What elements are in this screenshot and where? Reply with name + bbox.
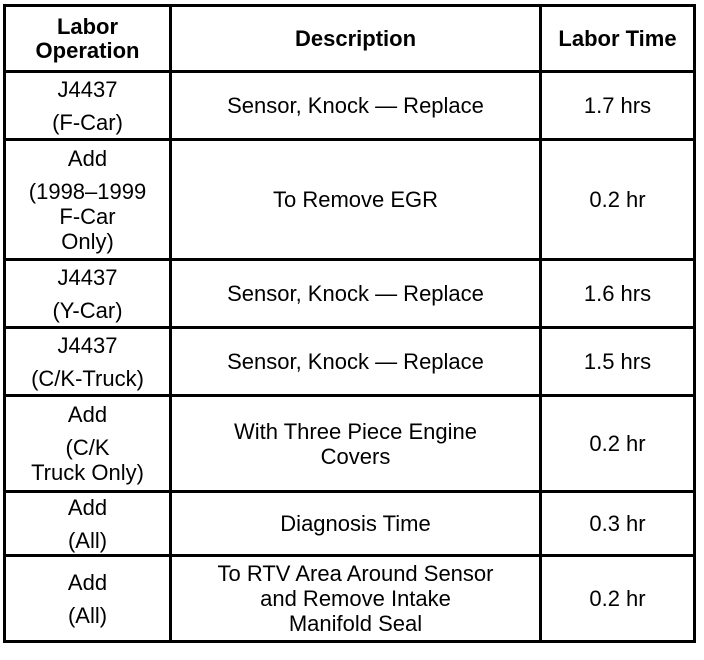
table-row (5, 396, 695, 492)
operation-line: (C/K-Truck) (31, 365, 144, 391)
labor-operation-cell (5, 328, 171, 396)
operation-line: Add (67, 145, 108, 171)
description-line: With Three Piece Engine (234, 418, 477, 444)
description-cell (171, 140, 541, 260)
operation-line: (All) (67, 527, 108, 553)
operation-line: J4437 (57, 264, 118, 290)
operation-line: (All) (67, 602, 108, 628)
description-line: and Remove Intake (260, 586, 451, 611)
description-line: To Remove EGR (272, 187, 439, 212)
operation-line: Add (67, 494, 108, 520)
labor-time-cell: 1.5 hrs (541, 328, 695, 396)
description-cell (171, 556, 541, 642)
table-row (5, 328, 695, 396)
labor-time-cell: 1.7 hrs (541, 72, 695, 140)
operation-line: Add (67, 402, 108, 427)
description-cell (171, 260, 541, 328)
description-line: Sensor, Knock — Replace (227, 281, 484, 306)
description-cell (171, 72, 541, 140)
description-line: Sensor, Knock — Replace (227, 349, 484, 374)
labor-operation-cell (5, 492, 171, 556)
operation-line: (C/K (65, 435, 110, 460)
table-row (5, 556, 695, 642)
description-cell (171, 492, 541, 556)
labor-time-cell: 0.2 hr (541, 556, 695, 642)
operation-line: (F-Car) (52, 109, 123, 135)
description-line: Covers (320, 443, 391, 469)
labor-operation-cell (5, 260, 171, 328)
operation-line: (1998–1999 (28, 178, 147, 204)
labor-operation-cell (5, 140, 171, 260)
description-line: Sensor, Knock — Replace (227, 93, 484, 118)
description-line: Manifold Seal (288, 611, 423, 636)
header-labor-operation-line: Operation (35, 37, 140, 63)
labor-operation-cell (5, 396, 171, 492)
header-description: Description (171, 6, 541, 72)
labor-operation-cell (5, 72, 171, 140)
table-row (5, 72, 695, 140)
description-cell (171, 328, 541, 396)
description-cell (171, 396, 541, 492)
table-row (5, 492, 695, 556)
labor-time-cell: 0.2 hr (541, 396, 695, 492)
operation-line: J4437 (57, 332, 118, 358)
operation-line: (Y-Car) (52, 297, 123, 323)
labor-time-table (3, 4, 696, 643)
table-header-row (5, 6, 695, 72)
header-labor-operation (5, 6, 171, 72)
labor-time-cell: 0.3 hr (541, 492, 695, 556)
labor-operation-cell (5, 556, 171, 642)
description-line: Diagnosis Time (280, 511, 431, 536)
labor-time-cell: 0.2 hr (541, 140, 695, 260)
table-row (5, 140, 695, 260)
table-row (5, 260, 695, 328)
operation-line: F-Car (59, 203, 116, 229)
header-labor-time: Labor Time (541, 6, 695, 72)
operation-line: Add (67, 569, 108, 595)
operation-line: Only) (61, 228, 114, 254)
labor-time-cell: 1.6 hrs (541, 260, 695, 328)
header-labor-operation-line: Labor (56, 13, 119, 39)
description-line: To RTV Area Around Sensor (217, 561, 494, 586)
operation-line: J4437 (57, 76, 118, 102)
operation-line: Truck Only) (31, 460, 144, 485)
